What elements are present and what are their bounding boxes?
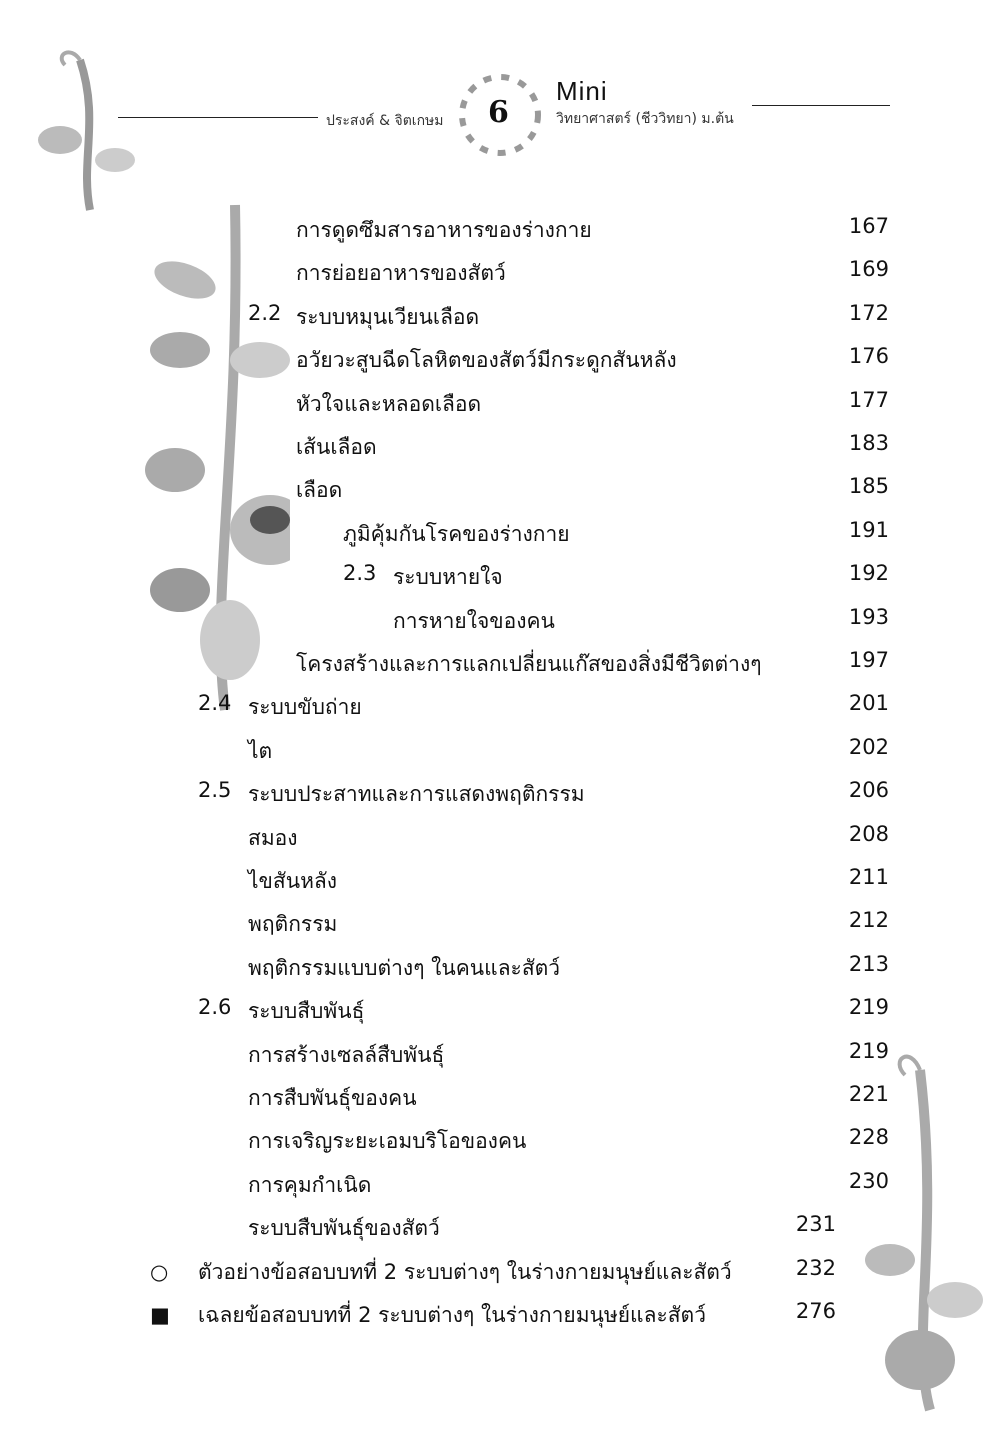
vine-decoration-top-left <box>20 40 140 220</box>
toc-entry[interactable] <box>0 865 992 905</box>
entry-title: การหายใจของคน <box>393 608 555 633</box>
entry-title: อวัยวะสูบฉีดโลหิตของสัตว์มีกระดูกสันหลัง <box>296 348 677 373</box>
toc-entry[interactable] <box>0 952 992 992</box>
toc-entry[interactable] <box>0 257 992 297</box>
entry-page-number: 176 <box>848 344 889 369</box>
book-title: วิทยาศาสตร์ (ชีววิทยา) ม.ต้น <box>556 111 734 127</box>
entry-page-number: 231 <box>795 1212 836 1237</box>
toc-entry[interactable] <box>0 518 992 558</box>
section-number: 2.2 <box>248 300 282 325</box>
entry-page-number: 169 <box>848 257 889 282</box>
toc-entry[interactable] <box>0 1169 992 1209</box>
toc-entry[interactable] <box>0 1125 992 1165</box>
entry-page-number: 172 <box>848 300 889 325</box>
toc-entry[interactable] <box>0 1082 992 1122</box>
toc-entry[interactable] <box>0 301 992 341</box>
entry-page-number: 191 <box>848 517 889 542</box>
entry-title: พฤติกรรมแบบต่างๆ ในคนและสัตว์ <box>248 955 561 980</box>
page-number: 6 <box>488 95 509 130</box>
entry-title: ตัวอย่างข้อสอบบทที่ 2 ระบบต่างๆ ในร่างกายมนุษย์และสัตว์ <box>198 1259 732 1284</box>
toc-entry[interactable] <box>0 431 992 471</box>
entry-title: การสืบพันธุ์ของคน <box>248 1086 417 1110</box>
toc-entry[interactable] <box>0 735 992 775</box>
entry-title: ไต <box>248 738 273 763</box>
entry-page-number: 197 <box>848 648 889 672</box>
entry-title: ระบบขับถ่าย <box>248 695 362 720</box>
entry-title: ระบบหมุนเวียนเลือด <box>296 304 480 329</box>
entry-page-number: 206 <box>848 778 889 803</box>
entry-page-number: 202 <box>848 734 889 759</box>
toc-entry[interactable] <box>0 648 992 688</box>
entry-page-number: 212 <box>848 908 889 933</box>
series-logo: Mini <box>556 76 608 106</box>
entry-page-number: 211 <box>848 865 889 889</box>
entry-page-number: 228 <box>848 1125 889 1150</box>
toc-entry[interactable] <box>0 561 992 601</box>
circle-bullet-icon: ○ <box>150 1259 169 1284</box>
entry-title: เลือด <box>296 478 343 503</box>
entry-page-number: 219 <box>848 1038 889 1063</box>
entry-title: ระบบประสาทและการแสดงพฤติกรรม <box>248 782 585 807</box>
toc-entry[interactable] <box>0 214 992 254</box>
toc-entry[interactable] <box>0 605 992 645</box>
entry-page-number: 213 <box>848 951 889 976</box>
toc-entry[interactable] <box>0 1256 992 1296</box>
entry-page-number: 221 <box>848 1082 889 1106</box>
section-number: 2.6 <box>198 995 232 1020</box>
toc-entry[interactable] <box>0 778 992 818</box>
entry-title: ระบบหายใจ <box>393 565 503 590</box>
toc-entry[interactable] <box>0 908 992 948</box>
entry-page-number: 177 <box>848 387 889 412</box>
entry-title: พฤติกรรม <box>248 912 338 937</box>
header-authors: ประสงค์ & จิตเกษม <box>326 113 444 129</box>
entry-title: หัวใจและหลอดเลือด <box>296 391 482 416</box>
header-rule-right <box>752 105 890 106</box>
entry-title: การสร้างเซลล์สืบพันธุ์ <box>248 1042 445 1067</box>
entry-page-number: 185 <box>848 474 889 499</box>
entry-page-number: 276 <box>795 1299 836 1323</box>
entry-page-number: 192 <box>848 561 889 586</box>
entry-title: เส้นเลือด <box>296 435 377 459</box>
entry-page-number: 219 <box>848 995 889 1020</box>
toc-entry[interactable] <box>0 691 992 731</box>
entry-title: ไขสันหลัง <box>248 869 338 893</box>
toc-entry[interactable] <box>0 1212 992 1252</box>
entry-title: ระบบสืบพันธุ์ <box>248 999 365 1024</box>
section-number: 2.4 <box>198 691 232 716</box>
header-rule-left <box>118 117 318 118</box>
entry-page-number: 167 <box>848 214 889 238</box>
entry-title: โครงสร้างและการแลกเปลี่ยนแก๊สของสิ่งมีชีวิตต่างๆ <box>296 652 762 676</box>
toc-entry[interactable] <box>0 822 992 862</box>
toc-entry[interactable] <box>0 344 992 384</box>
toc-entry[interactable] <box>0 1039 992 1079</box>
entry-page-number: 193 <box>848 604 889 629</box>
entry-page-number: 183 <box>848 431 889 455</box>
entry-title: การเจริญระยะเอมบริโอของคน <box>248 1129 527 1154</box>
toc-entry[interactable] <box>0 1299 992 1339</box>
entry-title: การย่อยอาหารของสัตว์ <box>296 261 506 286</box>
entry-page-number: 230 <box>848 1168 889 1193</box>
entry-page-number: 232 <box>795 1255 836 1280</box>
entry-title: การคุมกำเนิด <box>248 1172 372 1197</box>
entry-title: ภูมิคุ้มกันโรคของร่างกาย <box>343 521 570 546</box>
entry-page-number: 208 <box>848 821 889 846</box>
toc-entry[interactable] <box>0 388 992 428</box>
square-bullet-icon: ■ <box>150 1303 170 1327</box>
section-number: 2.5 <box>198 778 232 803</box>
entry-title: สมอง <box>248 825 298 850</box>
entry-title: เฉลยข้อสอบบทที่ 2 ระบบต่างๆ ในร่างกายมนุษย์และสัตว์ <box>198 1303 706 1327</box>
toc-entry[interactable] <box>0 995 992 1035</box>
section-number: 2.3 <box>343 561 377 586</box>
entry-title: ระบบสืบพันธุ์ของสัตว์ <box>248 1216 440 1241</box>
entry-page-number: 201 <box>848 691 889 716</box>
entry-title: การดูดซึมสารอาหารของร่างกาย <box>296 218 592 242</box>
toc-entry[interactable] <box>0 474 992 514</box>
